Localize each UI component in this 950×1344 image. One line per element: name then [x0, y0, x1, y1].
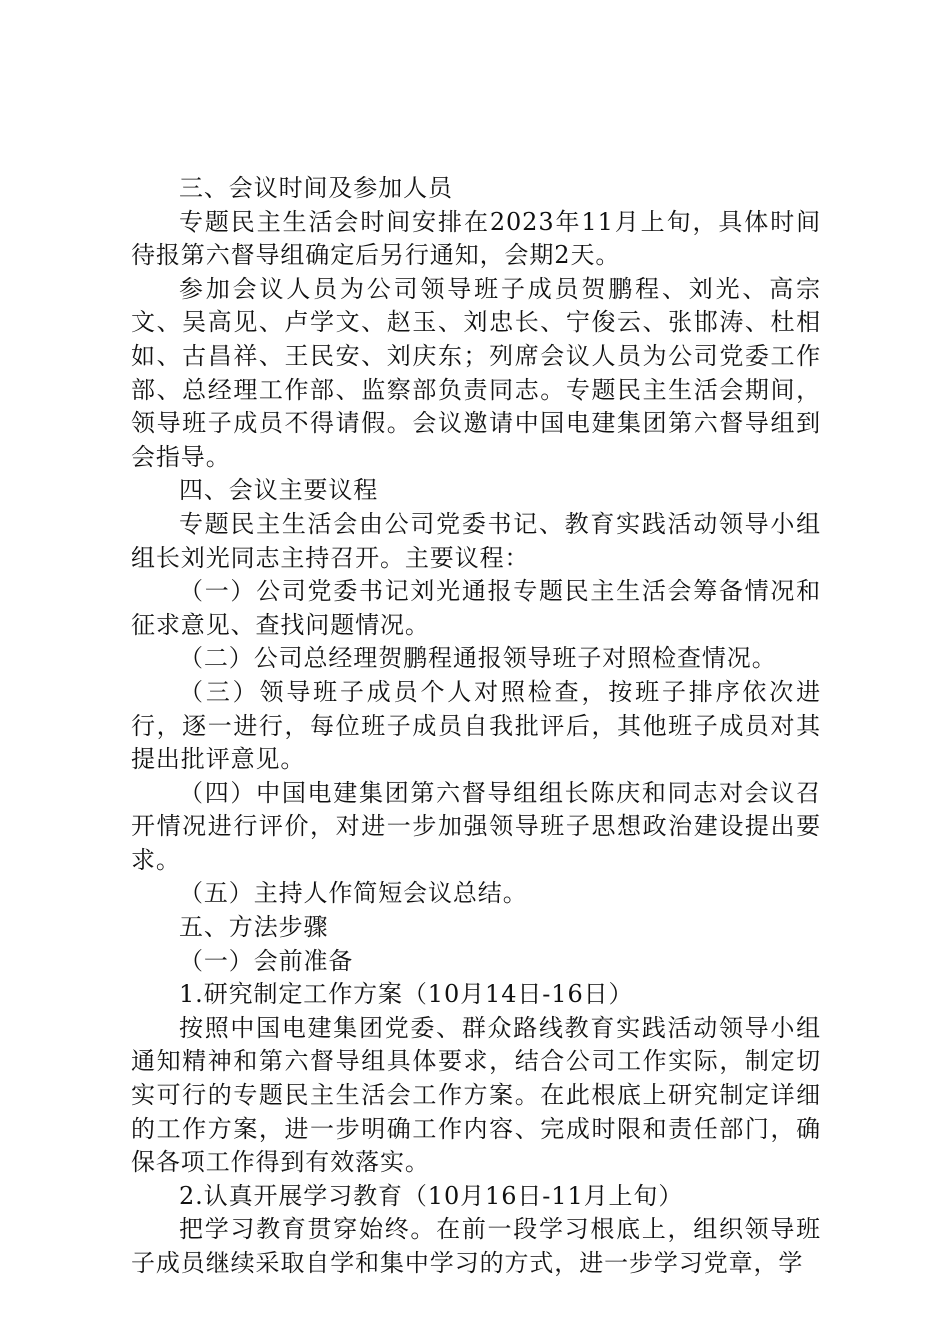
paragraph-agenda-intro: 专题民主生活会由公司党委书记、教育实践活动领导小组组长刘光同志主持召开。主要议程：: [131, 509, 821, 572]
agenda-item-5: （五）主持人作简短会议总结。: [179, 879, 528, 908]
paragraph-meeting-time: 专题民主生活会时间安排在2023年11月上旬，具体时间待报第六督导组确定后另行通知，会期2天。: [131, 207, 821, 270]
step-heading-2: 2.认真开展学习教育（10月16日-11月上旬）: [179, 1181, 684, 1210]
step-heading-1: 1.研究制定工作方案（10月14日-16日）: [179, 980, 634, 1009]
document-body: [131, 172, 821, 1281]
agenda-item-4: （四）中国电建集团第六督导组组长陈庆和同志对会议召开情况进行评价，对进一步加强领导班子思想政治建设提出要求。: [131, 778, 821, 874]
agenda-item-3: （三）领导班子成员个人对照检查，按班子排序依次进行，逐一进行，每位班子成员自我批评后，其他班子成员对其提出批评意见。: [131, 677, 821, 774]
section-heading-3: 三、会议时间及参加人员: [179, 174, 453, 202]
agenda-item-2: （二）公司总经理贺鹏程通报领导班子对照检查情况。: [179, 644, 777, 673]
section-heading-4: 四、会议主要议程: [179, 476, 379, 505]
paragraph-step-2: 把学习教育贯穿始终。在前一段学习根底上，组织领导班子成员继续采取自学和集中学习的方式，进一步学习党章，学: [131, 1215, 821, 1277]
agenda-item-1: （一）公司党委书记刘光通报专题民主生活会筹备情况和征求意见、查找问题情况。: [131, 577, 821, 639]
subsection-heading-prep: （一）会前准备: [179, 946, 354, 975]
paragraph-step-1: 按照中国电建集团党委、群众路线教育实践活动领导小组通知精神和第六督导组具体要求，结合公司工作实际，制定切实可行的专题民主生活会工作方案。在此根底上研究制定详细的工作方案，进一步明确工作内容、完成时限和责任部门，确保各项工作得到有效落实。: [131, 1013, 821, 1177]
section-heading-5: 五、方法步骤: [179, 913, 329, 942]
paragraph-attendees: 参加会议人员为公司领导班子成员贺鹏程、刘光、高宗文、吴高见、卢学文、赵玉、刘忠长、宁俊云、张邯涛、杜相如、古昌祥、王民安、刘庆东；列席会议人员为公司党委工作部、总经理工作部、监察部负责同志。专题民主生活会期间，领导班子成员不得请假。会议邀请中国电建集团第六督导组到会指导。: [131, 274, 821, 471]
